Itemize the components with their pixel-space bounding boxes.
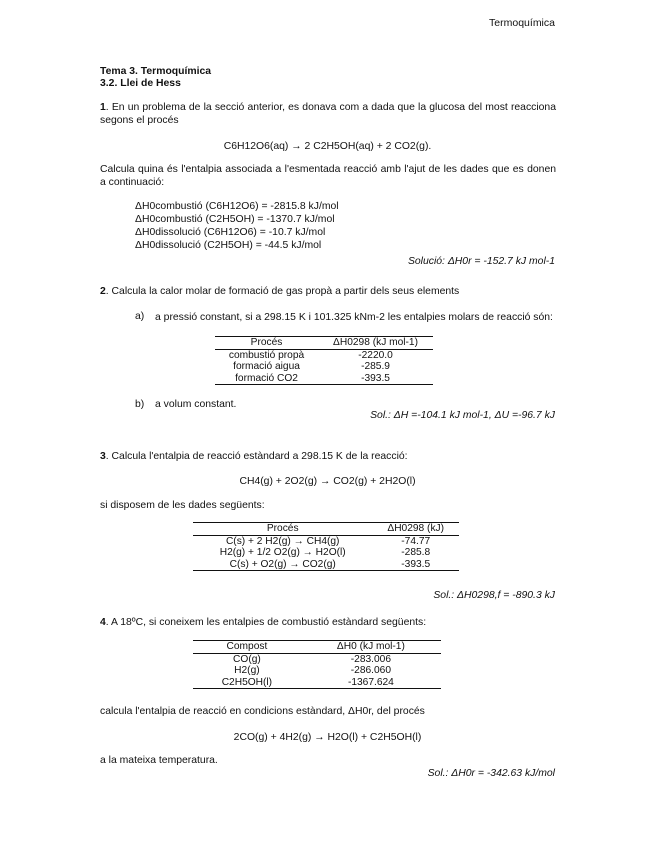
problem-2-a-text: a pressió constant, si a 298.15 K i 101.325 kNm-2 les entalpies molars de reacció són:	[155, 312, 553, 323]
problem-1-reaction: C6H12O6(aq) → 2 C2H5OH(aq) + 2 CO2(g).	[223, 141, 432, 152]
problem-1-data-3: ΔH0dissolució (C6H12O6) = -10.7 kJ/mol	[135, 227, 326, 238]
table-row: CO(g) -283.006	[233, 653, 391, 665]
table-row: H2(g) + 1/2 O2(g) → H2O(l) -285.8	[219, 547, 431, 558]
table-header: ΔH0 (kJ mol-1)	[336, 641, 405, 652]
problem-2-a-label: a)	[135, 311, 145, 322]
problem-3-solution: Sol.: ΔH0298,f = -890.3 kJ	[433, 590, 555, 601]
problem-2-solution: Sol.: ΔH =-104.1 kJ mol-1, ΔU =-96.7 kJ	[370, 410, 555, 421]
problem-2-statement: 2. Calcula la calor molar de formació de gas propà a partir dels seus elements	[100, 286, 460, 297]
table-header: ΔH0298 (kJ mol-1)	[333, 337, 418, 348]
problem-1-solution: Solució: ΔH0r = -152.7 kJ mol-1	[407, 256, 555, 267]
problem-2-table	[215, 336, 433, 385]
problem-3-table	[193, 522, 459, 571]
section-title	[100, 66, 211, 90]
table-header: ΔH0298 (kJ)	[387, 523, 445, 534]
problem-4-calc: calcula l'entalpia de reacció en condicions estàndard, ΔH0r, del procés	[100, 706, 425, 717]
table-header: Procés	[250, 337, 283, 348]
problem-2-b-label: b)	[135, 399, 145, 410]
problem-4-solution: Sol.: ΔH0r = -342.63 kJ/mol	[427, 768, 555, 779]
problem-3-statement: 3. Calcula l'entalpia de reacció estàndard a 298.15 K de la reacció:	[100, 451, 408, 462]
problem-4-temp: a la mateixa temperatura.	[100, 755, 218, 766]
problem-1-data-2: ΔH0combustió (C2H5OH) = -1370.7 kJ/mol	[135, 214, 335, 225]
table-row: H2(g) -286.060	[234, 665, 391, 676]
title-line-1: Tema 3. Termoquímica	[100, 66, 212, 77]
table-header: Compost	[226, 641, 268, 652]
table-row: combustió propà -2220.0	[228, 349, 393, 361]
problem-1-data-1: ΔH0combustió (C6H12O6) = -2815.8 kJ/mol	[135, 201, 339, 212]
problem-1-calc: Calcula quina és l'entalpia associada a l'esmentada reacció amb l'ajut de les dades que es donen a continuació:	[100, 164, 556, 188]
problem-1-statement: 1. En un problema de la secció anterior, es donava com a dada que la glucosa del most reacciona segons el procés	[100, 102, 556, 126]
table-row: C(s) + O2(g) → CO2(g) -393.5	[193, 559, 459, 571]
problem-3-reaction: CH4(g) + 2O2(g) → CO2(g) + 2H2O(l)	[239, 476, 416, 487]
table-row: C2H5OH(l) -1367.624	[193, 677, 441, 689]
table-row: formació aigua -285.9	[233, 361, 390, 372]
problem-4-statement: 4. A 18ºC, si coneixem les entalpies de combustió estàndard següents:	[100, 617, 427, 628]
table-header: Procés	[266, 523, 299, 534]
table-row: C(s) + 2 H2(g) → CH4(g) -74.77	[225, 535, 431, 547]
problem-1-data-4: ΔH0dissolució (C2H5OH) = -44.5 kJ/mol	[135, 240, 322, 251]
problem-4-table	[193, 640, 441, 689]
problem-2-b-text: a volum constant.	[155, 399, 237, 410]
table-row: formació CO2 -393.5	[215, 373, 433, 385]
page-header: Termoquímica	[489, 17, 555, 29]
problem-3-intro: si disposem de les dades següents:	[100, 500, 265, 511]
problem-4-reaction: 2CO(g) + 4H2(g) → H2O(l) + C2H5OH(l)	[233, 732, 422, 743]
title-line-2: 3.2. Llei de Hess	[100, 78, 181, 89]
